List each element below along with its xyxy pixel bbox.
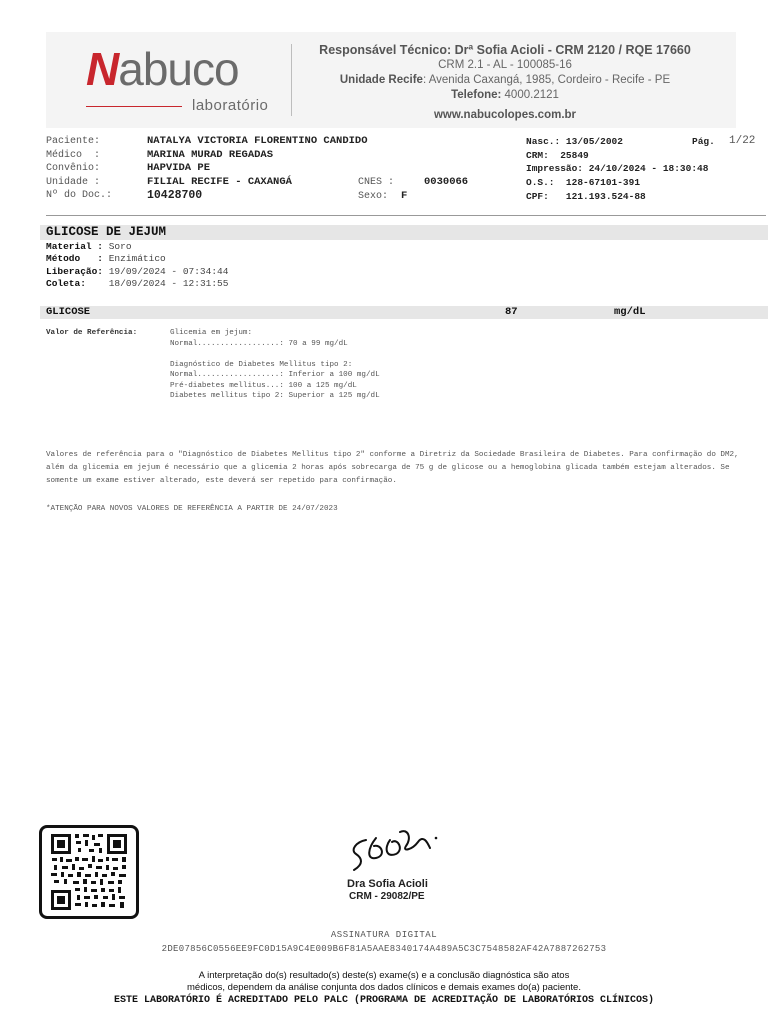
result-band	[40, 306, 768, 319]
medico-name: MARINA MURAD REGADAS	[147, 148, 274, 161]
pag-label: Pág.	[692, 136, 715, 147]
unidade-label: Unidade :	[46, 176, 101, 188]
crm-label: CRM:	[526, 150, 549, 161]
exam-title: GLICOSE DE JEJUM	[46, 225, 167, 239]
unidade-value: FILIAL RECIFE - CAXANGÁ	[147, 175, 292, 188]
nasc-label: Nasc.:	[526, 136, 561, 147]
os-line	[526, 176, 640, 190]
liberacao-value: 19/09/2024 - 07:34:44	[103, 265, 229, 277]
convenio-value: HAPVIDA PE	[147, 162, 211, 175]
reference-line: Diabetes mellitus tipo 2: Superior a 125 mg/dL	[170, 392, 380, 400]
crm-value: 25849	[560, 150, 589, 161]
result-unit: mg/dL	[614, 306, 646, 318]
diabetes-notes: Valores de referência para o "Diagnóstico de Diabetes Mellitus tipo 2" conforme a Diretriz da Sociedade Brasileira de Diabetes. Para confirmação do DM2, além da glicemia em jejum é necessário que a glicemia 2 horas após sobrecarga de 75 g de glicose ou a hemoglobina glicada também estejam alterados. Se somente um exame estiver alterado, este deverá ser repetido para confirmação.	[46, 451, 739, 486]
telefone-label: Telefone:	[451, 89, 502, 101]
responsavel-tecnico: Responsável Técnico: Drª Sofia Acioli - CRM 2120 / RQE 17660	[319, 43, 691, 57]
logo-subtitle: laboratório	[192, 97, 269, 114]
liberacao-label: Liberação:	[46, 265, 104, 277]
logo-underline	[86, 106, 182, 107]
cnes-value: 0030066	[424, 176, 469, 188]
result-value: 87	[505, 306, 518, 318]
metodo-label: Método :	[46, 253, 104, 265]
brand-logo	[86, 43, 239, 95]
header-info	[300, 43, 710, 123]
signature-crm: CRM - 29082/PE	[349, 891, 425, 902]
cpf-label: CPF:	[526, 191, 549, 202]
qr-code-graphic	[42, 828, 136, 916]
unidade-address: : Avenida Caxangá, 1985, Cordeiro - Recife - PE	[422, 74, 671, 86]
digital-signature-label: ASSINATURA DIGITAL	[330, 930, 438, 940]
os-label: O.S.:	[526, 177, 555, 188]
material-label: Material :	[46, 241, 104, 252]
reference-line: Normal..................: Inferior a 100 mg/dL	[170, 371, 380, 379]
convenio-label: Convênio:	[46, 163, 101, 175]
doc-label: Nº do Doc.:	[46, 190, 113, 202]
reference-values	[170, 328, 380, 402]
signature-name: Dra Sofia Acioli	[347, 878, 428, 890]
paciente-label: Paciente:	[46, 136, 101, 147]
coleta-value: 18/09/2024 - 12:31:55	[85, 278, 229, 290]
impressao-line	[526, 162, 708, 176]
metodo-value: Enzimático	[103, 253, 166, 265]
nasc-line	[526, 135, 623, 149]
attention-note: *ATENÇÃO PARA NOVOS VALORES DE REFERÊNCIA A PARTIR DE 24/07/2023	[46, 505, 338, 513]
sexo-value: F	[401, 190, 408, 202]
reference-label: Valor de Referência:	[46, 329, 138, 337]
material-value: Soro	[103, 241, 132, 252]
patient-name: NATALYA VICTORIA FLORENTINO CANDIDO	[147, 135, 368, 147]
cnes-label: CNES :	[358, 177, 395, 188]
website-link[interactable]: www.nabucolopes.com.br	[433, 109, 577, 121]
result-name: GLICOSE	[46, 306, 91, 318]
reference-line: Normal..................: 70 a 99 mg/dL	[170, 339, 348, 348]
telefone-line	[300, 88, 710, 103]
disclaimer-line: médicos, dependem da análise conjunta dos dados clínicos e demais exames do(a) paciente.	[187, 982, 581, 993]
medico-label: Médico :	[46, 149, 101, 161]
section-divider	[46, 215, 766, 216]
crm-line	[526, 149, 589, 163]
patient-labels	[46, 135, 112, 203]
unidade-line	[300, 73, 710, 88]
patient-values	[147, 135, 368, 204]
crm-line: CRM 2.1 - AL - 100085-16	[438, 59, 572, 71]
sexo-label: Sexo:	[358, 191, 389, 202]
impressao-label: Impressão:	[526, 163, 584, 174]
telefone-value: 4000.2121	[501, 89, 559, 101]
reference-line: Diagnóstico de Diabetes Mellitus tipo 2:	[170, 360, 353, 369]
disclaimer-line: A interpretação do(s) resultado(s) deste(s) exame(s) e a conclusão diagnóstica são atos	[198, 970, 570, 981]
qr-code[interactable]	[39, 825, 139, 919]
header-divider	[291, 44, 292, 116]
disclaimer	[0, 970, 768, 994]
doc-number: 10428700	[147, 189, 203, 203]
impressao-value: 24/10/2024 - 18:30:48	[588, 163, 709, 174]
nasc-value: 13/05/2002	[565, 136, 623, 147]
signature-graphic	[346, 824, 456, 885]
logo-word: abuco	[118, 43, 239, 95]
os-value: 128-67101-391	[565, 177, 641, 188]
cpf-line	[526, 190, 646, 204]
pag-value: 1/22	[729, 135, 756, 147]
reference-line: Pré-diabetes mellitus...: 100 a 125 mg/dL	[170, 381, 357, 390]
reference-line: Glicemia em jejum:	[170, 329, 253, 337]
unidade-label: Unidade Recife	[339, 74, 423, 86]
logo-initial: N	[86, 43, 119, 95]
palc-accreditation: ESTE LABORATÓRIO É ACREDITADO PELO PALC (PROGRAMA DE ACREDITAÇÃO DE LABORATÓRIOS CLÍNICOS)	[113, 995, 655, 1006]
exam-meta	[46, 241, 228, 291]
coleta-label: Coleta:	[46, 278, 86, 290]
cpf-value: 121.193.524-88	[565, 191, 646, 202]
digital-signature-hash: 2DE07856C0556EE9FC0D15A9C4E009B6F81A5AAE8340174A489A5C3C7548582AF42A7887262753	[161, 944, 607, 954]
